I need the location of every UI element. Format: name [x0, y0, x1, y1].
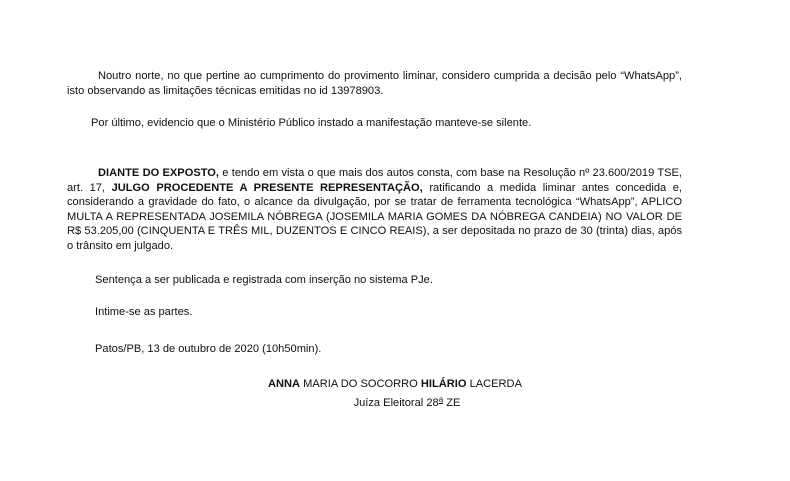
signature-role-ordinal: a — [438, 395, 444, 404]
signature-name-regular-1: MARIA DO SOCORRO — [300, 378, 421, 390]
paragraph-publicacao: Sentença a ser publicada e registrada com inserção no sistema PJe. — [95, 274, 433, 286]
signature-role-prefix: Juíza Eleitoral 28 — [353, 397, 439, 409]
dispositivo-lead-bold: DIANTE DO EXPOSTO, — [98, 167, 220, 179]
signature-role-suffix: ZE — [443, 397, 461, 409]
dispositivo-verdict-bold: JULGO PROCEDENTE A PRESENTE REPRESENTAÇÃO, — [111, 181, 423, 194]
dispositivo-text-1: e tendo em vista o que mais dos autos consta, com base na Resolução nº 23.600/2019 TSE, art. 17, — [67, 167, 682, 194]
signature-name — [0, 377, 790, 392]
paragraph-local-data: Patos/PB, 13 de outubro de 2020 (10h50min). — [95, 343, 322, 355]
paragraph-ministerio-publico: Por último, evidencio que o Ministério Público instado a manifestação manteve-se silente. — [91, 117, 532, 129]
dispositivo-text-2: ratificando a medida liminar antes concedida e, considerando a gravidade do fato, o alcance da divulgação, por se tratar de ferramenta tecnológica “WhatsApp”, APLICO MULTA A REPRESENTADA JOSEMILA NÓBREGA (JOSEMILA MARIA GOMES DA NÓBREGA CANDEIA) NO VALOR DE R$ 53.205,00 (CINQUENTA E TRÊS MIL, DUZENTOS E CINCO REAIS), a ser depositada no prazo de 30 (trinta) dias, após o trânsito em julgado. — [67, 181, 683, 252]
paragraph-whatsapp-compliance: Noutro norte, no que pertine ao cumprimento do provimento liminar, considero cumprida a decisão pelo “WhatsApp”, isto observando as limitações técnicas emitidas no id 13978903. — [67, 70, 682, 97]
paragraph-dispositivo — [67, 166, 682, 253]
signature-name-regular-2: LACERDA — [466, 378, 522, 390]
signature-name-bold-2: HILÁRIO — [420, 378, 467, 390]
signature-name-bold-1: ANNA — [268, 378, 301, 390]
paragraph-intimacao: Intime-se as partes. — [95, 306, 193, 318]
signature-role — [12, 393, 790, 411]
